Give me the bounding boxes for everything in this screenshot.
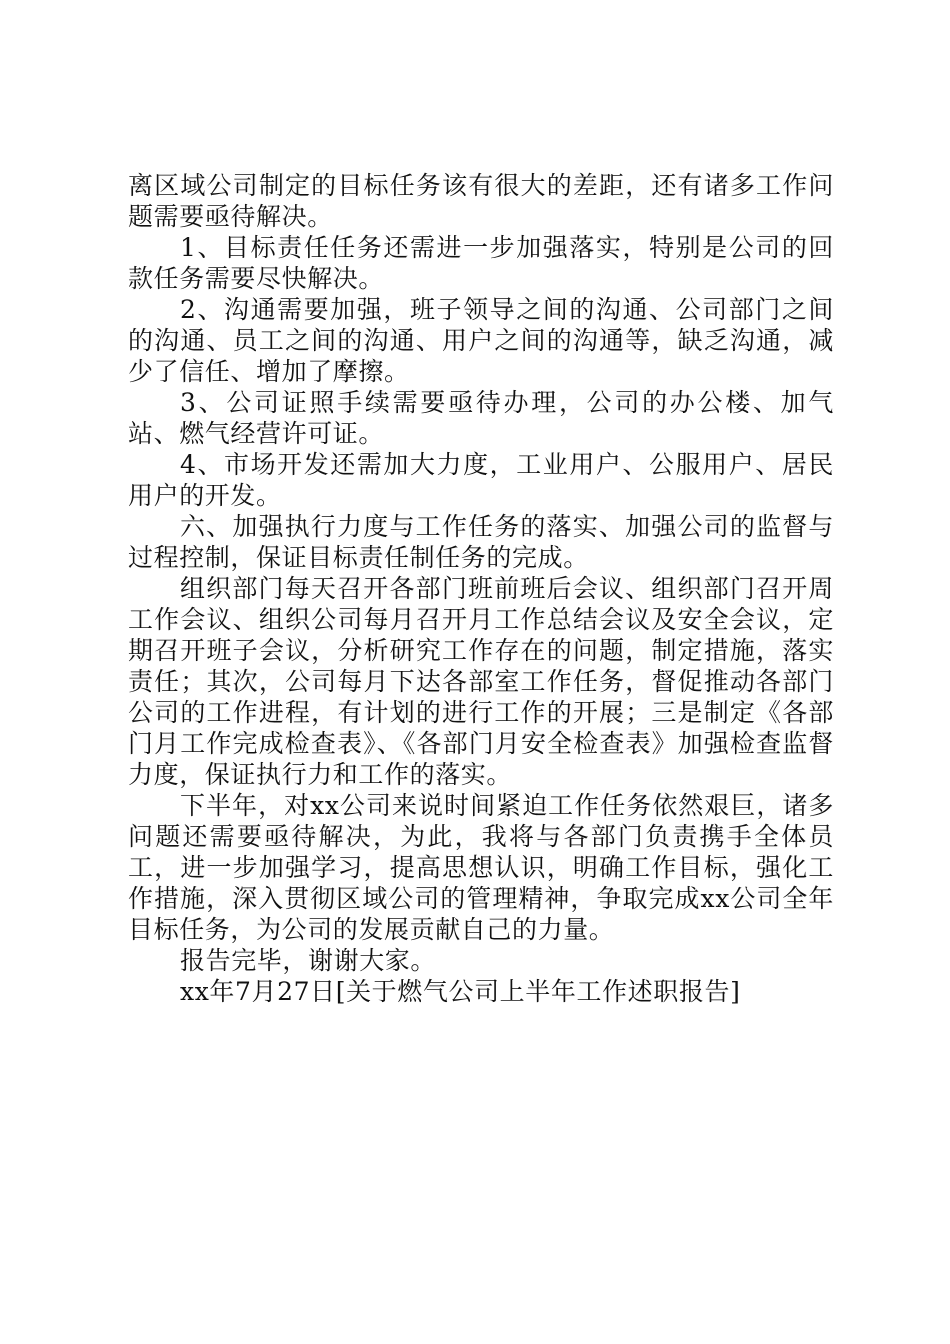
paragraph-closing: 报告完毕，谢谢大家。 (180, 946, 437, 975)
paragraph-item-3: 3、公司证照手续需要亟待办理，公司的办公楼、加气站、燃气经营许可证。 (128, 388, 834, 448)
document-body (128, 170, 834, 1007)
paragraph-continuation: 离区域公司制定的目标任务该有很大的差距，还有诸多工作问题需要亟待解决。 (128, 171, 834, 231)
paragraph-item-1: 1、目标责任任务还需进一步加强落实，特别是公司的回款任务需要尽快解决。 (128, 233, 834, 293)
paragraph-second-half: 下半年，对xx公司来说时间紧迫工作任务依然艰巨，诸多问题还需要亟待解决，为此，我将与各部门负责携手全体员工，进一步加强学习，提高思想认识，明确工作目标，强化工作措施，深入贯彻区域公司的管理精神，争取完成xx公司全年目标任务，为公司的发展贡献自己的力量。 (128, 791, 834, 944)
paragraph-item-2: 2、沟通需要加强，班子领导之间的沟通、公司部门之间的沟通、员工之间的沟通、用户之间的沟通等，缺乏沟通，减少了信任、增加了摩擦。 (128, 295, 834, 386)
paragraph-meetings: 组织部门每天召开各部门班前班后会议、组织部门召开周工作会议、组织公司每月召开月工作总结会议及安全会议，定期召开班子会议，分析研究工作存在的问题，制定措施，落实责任；其次，公司每月下达各部室工作任务，督促推动各部门公司的工作进程，有计划的进行工作的开展；三是制定《各部门月工作完成检查表》、《各部门月安全检查表》加强检查监督力度，保证执行力和工作的落实。 (128, 574, 834, 789)
paragraph-item-4: 4、市场开发还需加大力度，工业用户、公服用户、居民用户的开发。 (128, 450, 834, 510)
section-heading-six: 六、加强执行力度与工作任务的落实、加强公司的监督与过程控制，保证目标责任制任务的完成。 (128, 512, 834, 572)
paragraph-date-title: xx年7月27日[关于燃气公司上半年工作述职报告] (180, 977, 741, 1006)
